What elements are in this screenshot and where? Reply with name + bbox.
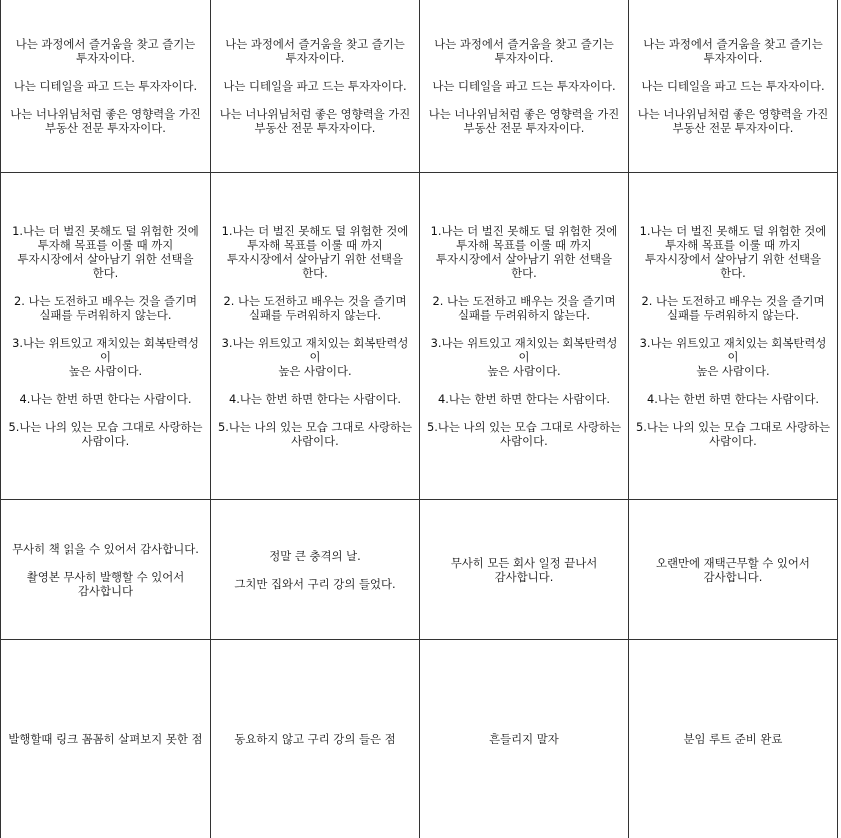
- cell-text: 나는 너나위님처럼 좋은 영향력을 가진 부동산 전문 투자자이다.: [219, 107, 411, 135]
- cell-text: 4.나는 한번 하면 한다는 사람이다.: [646, 392, 820, 406]
- cell-text: 그치만 집와서 구리 강의 들었다.: [234, 576, 396, 591]
- cell-text: 4.나는 한번 하면 한다는 사람이다.: [228, 392, 402, 406]
- cell-text: 4.나는 한번 하면 한다는 사람이다.: [437, 392, 611, 406]
- cell-text: 2. 나는 도전하고 배우는 것을 즐기며 실패를 두려워하지 않는다.: [223, 294, 407, 322]
- grid-cell: [1, 173, 211, 500]
- cell-text: 나는 디테일을 파고 드는 투자자이다.: [432, 79, 616, 93]
- cell-text: 1.나는 더 벌진 못해도 덜 위험한 것에 투자해 목표를 이룰 때 까지 투자시장에서 살아남기 위한 선택을 한다.: [221, 224, 409, 280]
- cell-text: 무사히 모든 회사 일정 끝나서 감사합니다.: [450, 555, 598, 584]
- cell-text: 분임 루트 준비 완료: [683, 732, 783, 746]
- cell-text: 나는 너나위님처럼 좋은 영향력을 가진 부동산 전문 투자자이다.: [428, 107, 620, 135]
- cell-text: 촬영본 무사히 발행할 수 있어서 감사합니다: [26, 569, 185, 598]
- cell-text: 나는 너나위님처럼 좋은 영향력을 가진 부동산 전문 투자자이다.: [637, 107, 829, 135]
- grid-cell: [1, 640, 211, 838]
- grid-cell: [420, 500, 629, 640]
- cell-text: 4.나는 한번 하면 한다는 사람이다.: [19, 392, 192, 406]
- cell-text: 3.나는 위트있고 재치있는 회복탄력성이 높은 사람이다.: [12, 336, 199, 378]
- cell-text: 3.나는 위트있고 재치있는 회복탄력성이 높은 사람이다.: [430, 336, 618, 378]
- cell-text: 무사히 책 읽을 수 있어서 감사합니다.: [12, 541, 199, 556]
- grid-cell: [211, 0, 420, 173]
- cell-text: 2. 나는 도전하고 배우는 것을 즐기며 실패를 두려워하지 않는다.: [432, 294, 616, 322]
- cell-text: 5.나는 나의 있는 모습 그대로 사랑하는 사람이다.: [217, 420, 413, 448]
- cell-text: 발행할때 링크 꼼꼼히 살펴보지 못한 점: [8, 732, 203, 746]
- cell-text: 정말 큰 충격의 날.: [269, 548, 361, 563]
- cell-text: 동요하지 않고 구리 강의 들은 점: [234, 732, 396, 746]
- grid-cell: [1, 0, 211, 173]
- grid-cell: [629, 0, 838, 173]
- cell-text: 나는 과정에서 즐거움을 찾고 즐기는 투자자이다.: [643, 37, 823, 65]
- cell-text: 나는 너나위님처럼 좋은 영향력을 가진 부동산 전문 투자자이다.: [10, 107, 201, 135]
- grid-cell: [211, 640, 420, 838]
- cell-text: 오랜만에 재택근무할 수 있어서 감사합니다.: [656, 555, 810, 584]
- cell-text: 5.나는 나의 있는 모습 그대로 사랑하는 사람이다.: [8, 420, 203, 448]
- cell-text: 1.나는 더 벌진 못해도 덜 위험한 것에 투자해 목표를 이룰 때 까지 투자시장에서 살아남기 위한 선택을 한다.: [430, 224, 618, 280]
- cell-text: 2. 나는 도전하고 배우는 것을 즐기며 실패를 두려워하지 않는다.: [13, 294, 198, 322]
- grid-cell: [211, 173, 420, 500]
- cell-text: 3.나는 위트있고 재치있는 회복탄력성이 높은 사람이다.: [221, 336, 409, 378]
- cell-text: 1.나는 더 벌진 못해도 덜 위험한 것에 투자해 목표를 이룰 때 까지 투자시장에서 살아남기 위한 선택을 한다.: [639, 224, 827, 280]
- cell-text: 2. 나는 도전하고 배우는 것을 즐기며 실패를 두려워하지 않는다.: [641, 294, 825, 322]
- grid-cell: [420, 173, 629, 500]
- grid-cell: [211, 500, 420, 640]
- cell-text: 5.나는 나의 있는 모습 그대로 사랑하는 사람이다.: [426, 420, 622, 448]
- cell-text: 나는 디테일을 파고 드는 투자자이다.: [641, 79, 825, 93]
- cell-text: 5.나는 나의 있는 모습 그대로 사랑하는 사람이다.: [635, 420, 831, 448]
- cell-text: 나는 과정에서 즐거움을 찾고 즐기는 투자자이다.: [225, 37, 405, 65]
- grid-cell: [420, 640, 629, 838]
- cell-text: 나는 디테일을 파고 드는 투자자이다.: [223, 79, 407, 93]
- cell-text: 나는 디테일을 파고 드는 투자자이다.: [13, 79, 198, 93]
- cell-text: 나는 과정에서 즐거움을 찾고 즐기는 투자자이다.: [15, 37, 196, 65]
- grid-cell: [629, 500, 838, 640]
- cell-text: 3.나는 위트있고 재치있는 회복탄력성이 높은 사람이다.: [639, 336, 827, 378]
- cell-text: 흔들리지 말자: [489, 732, 559, 746]
- cell-text: 1.나는 더 벌진 못해도 덜 위험한 것에 투자해 목표를 이룰 때 까지 투자시장에서 살아남기 위한 선택을 한다.: [12, 224, 199, 280]
- grid-cell: [629, 640, 838, 838]
- grid-cell: [629, 173, 838, 500]
- cell-text: 나는 과정에서 즐거움을 찾고 즐기는 투자자이다.: [434, 37, 614, 65]
- grid-cell: [420, 0, 629, 173]
- grid-cell: [1, 500, 211, 640]
